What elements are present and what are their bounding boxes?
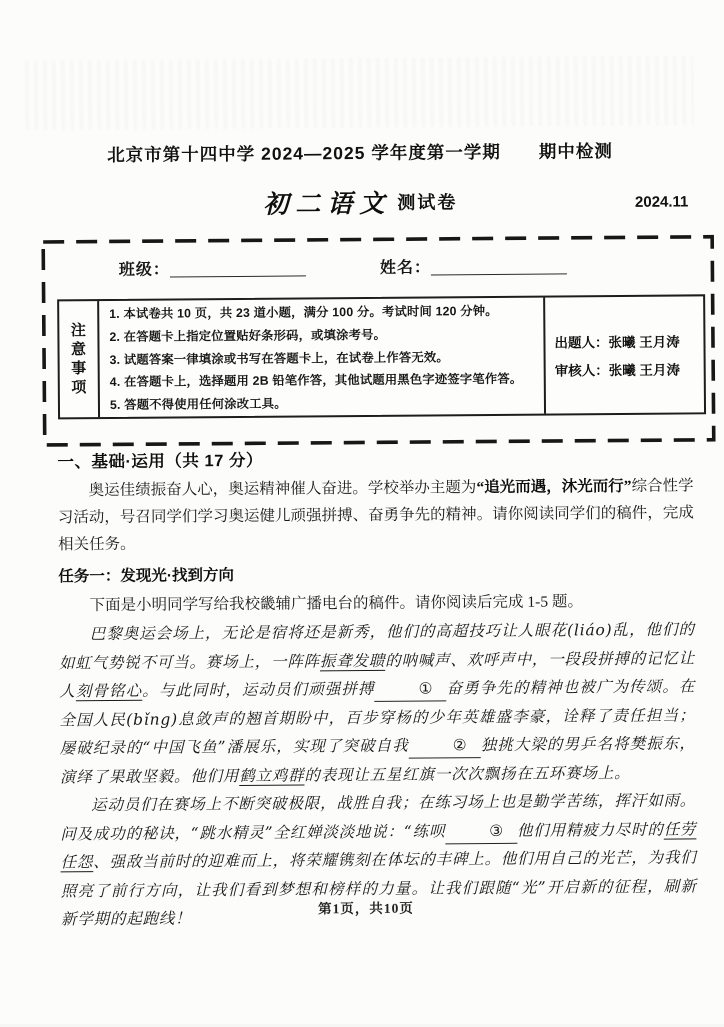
answer-blank: ② bbox=[409, 733, 481, 759]
exam-header-line bbox=[0, 137, 722, 168]
underlined-idiom: 刻骨铭心 bbox=[76, 682, 143, 701]
text-segment: “追光而遇，沐光而行” bbox=[476, 478, 631, 496]
notice-item: 3. 试题答案一律填涂或书写在答题卡上，在试卷上作答无效。 bbox=[110, 349, 536, 367]
underlined-idiom: 任劳任怨 bbox=[60, 820, 696, 871]
essay-paragraph-1 bbox=[59, 615, 696, 791]
text-segment: 独挑大梁的男乒名将樊振东，演绎了果敢坚毅。他们用 bbox=[60, 734, 696, 785]
school-session-title: 北京市第十四中学 2024—2025 学年度第一学期 bbox=[107, 142, 501, 165]
class-field-label: 班级： bbox=[119, 262, 170, 279]
subject-title: 初二语文 bbox=[263, 189, 391, 219]
notice-item: 2. 在答题卡上指定位置贴好条形码，或填涂考号。 bbox=[109, 326, 535, 344]
section-one-heading: 一、基础·运用（共 17 分） bbox=[57, 444, 693, 475]
side-char: 事 bbox=[71, 359, 86, 378]
notice-item: 4. 在答题卡上，选择题用 2B 铅笔作答，其他试题用黑色字迹签字笔作答。 bbox=[110, 372, 536, 390]
text-segment: 的表现让五星红旗一次次飘扬在五环赛场上。 bbox=[304, 763, 630, 784]
notice-side-label bbox=[59, 301, 100, 417]
text-segment: 、强敌当前时的迎难而上，将荣耀镌刻在体坛的丰碑上。他们用自己的光芒，为我们照亮了前行方向，让我们看到梦想和榜样的力量。让我们跟随“光”开启新的征程，刷新新学期的起跑线！ bbox=[61, 848, 697, 928]
text-segment: 奥运佳绩振奋人心，奥运精神催人奋进。学校举办主题为 bbox=[89, 479, 477, 499]
text-segment: 的呐喊声、欢呼声中，一段段拼搏的记忆让人 bbox=[59, 649, 695, 700]
text-segment: 他们用精疲力尽时的 bbox=[517, 820, 664, 839]
answer-blank: ① bbox=[374, 676, 446, 702]
notice-items bbox=[99, 298, 546, 417]
notice-table bbox=[57, 294, 706, 419]
text-segment: 综合性学习活动，号召同学们学习奥运健儿顽强拼搏、奋勇争先的精神。请你阅读同学们的稿件，完成相关任务。 bbox=[58, 477, 694, 553]
side-char: 意 bbox=[71, 340, 86, 359]
side-char: 项 bbox=[71, 378, 86, 397]
side-char: 注 bbox=[71, 321, 86, 340]
underlined-idiom: 鹤立鸡群 bbox=[239, 766, 304, 785]
underlined-idiom: 振聋发聩 bbox=[320, 651, 385, 670]
notice-item: 1. 本试卷共 10 页，共 23 道小题，满分 100 分。考试时间 120 分钟。 bbox=[109, 304, 535, 322]
text-segment: 运动员们在赛场上不断突破极限，战胜自我；在练习场上也是勤学苦练，挥汗如雨。问及成功的秘诀，“跳水精灵”全红婵淡淡地说：“练呗 bbox=[60, 791, 696, 842]
section-intro-paragraph bbox=[58, 472, 695, 558]
exam-session-label: 期中检测 bbox=[539, 141, 613, 162]
class-blank-line bbox=[170, 274, 306, 277]
text-segment: 。与此同时，运动员们顽强拼搏 bbox=[142, 680, 374, 700]
scan-showthrough-artifact bbox=[25, 55, 694, 130]
name-field-label: 姓名： bbox=[380, 259, 431, 276]
exam-body bbox=[57, 444, 697, 933]
exam-date: 2024.11 bbox=[635, 193, 689, 210]
name-blank-line bbox=[431, 272, 567, 275]
text-segment: 巴黎奥运会场上，无论是宿将还是新秀，他们的高超技巧让人眼花(liáo)乱，他们的如虹气势锐不可当。赛场上，一阵阵 bbox=[59, 620, 695, 671]
task-intro-paragraph: 下面是小明同学写给我校畿辅广播电台的稿件。请你阅读后完成 1-5 题。 bbox=[58, 587, 694, 620]
notice-authors bbox=[545, 296, 704, 413]
page-footer: 第1页，共10页 bbox=[4, 894, 724, 920]
paper-title-line bbox=[0, 181, 723, 227]
text-segment: 奋勇争先的精神也被广为传颂。在全国人民(bǐng)息敛声的翘首期盼中，百步穿杨的少年英雄盛李豪，诠释了责任担当；屡破纪录的“中国飞鱼”潘展乐，实现了突破自我 bbox=[59, 677, 695, 757]
answer-blank: ③ bbox=[445, 818, 517, 844]
paper-setter: 出题人：张曦 王月涛 bbox=[554, 330, 703, 351]
student-info-dashed-box bbox=[41, 234, 717, 447]
notice-item: 5. 答题不得使用任何涂改工具。 bbox=[110, 395, 536, 413]
task-one-heading: 任务一：发现光·找到方向 bbox=[58, 559, 694, 590]
paper-reviewer: 审核人：张曦 王月涛 bbox=[555, 358, 704, 379]
paper-type-label: 测试卷 bbox=[397, 192, 457, 212]
